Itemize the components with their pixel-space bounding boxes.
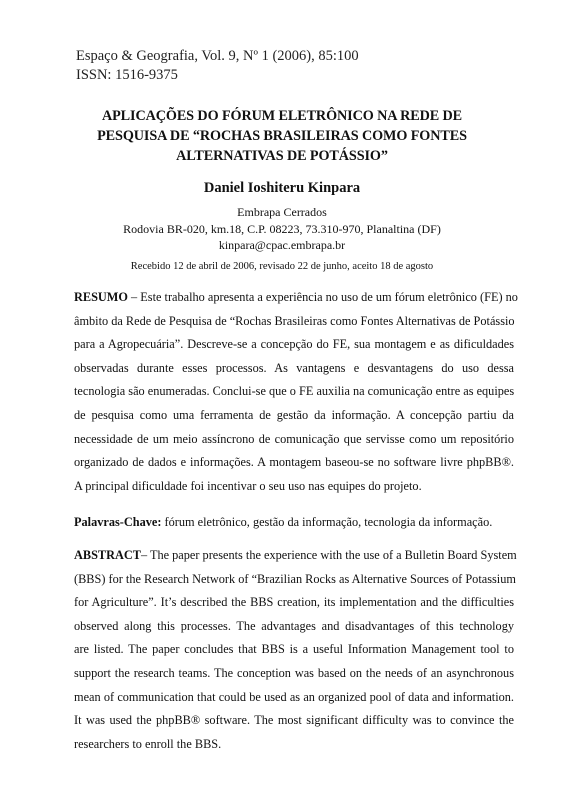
abstract-line: observed along this processes. The advantages and disadvantages of this technology: [74, 618, 514, 633]
abstract-line: support the research teams. The conception was based on the needs of an asynchronous: [74, 665, 514, 680]
abstract-line: It was used the phpBB® software. The most significant difficulty was to convince the: [74, 713, 514, 728]
resumo-line: organizado de dados e informações. A montagem baseou-se no software livre phpBB®.: [74, 455, 514, 470]
resumo-line: tecnologia são enumeradas. Conclui-se que o FE auxilia na comunicação entre as equipes: [74, 384, 515, 399]
journal-header: [76, 47, 516, 85]
affiliation-institution: Embrapa Cerrados: [237, 205, 327, 219]
keywords-text: fórum eletrônico, gestão da informação, tecnologia da informação.: [161, 515, 493, 529]
resumo-text: – Este trabalho apresenta a experiência no uso de um fórum eletrônico (FE) no: [127, 290, 518, 304]
resumo-line: âmbito da Rede de Pesquisa de “Rochas Brasileiras como Fontes Alternativas de Potássio: [74, 313, 515, 328]
journal-citation: Espaço & Geografia, Vol. 9, Nº 1 (2006), 85:100: [76, 48, 359, 64]
title-line: APLICAÇÕES DO FÓRUM ELETRÔNICO NA REDE DE: [101, 108, 463, 124]
abstract-line: [74, 544, 517, 568]
abstract-line: for Agriculture”. It’s described the BBS creation, its implementation and the difficulties: [74, 595, 514, 610]
resumo-line: para a Agropecuária”. Descreve-se a concepção do FE, sua montagem e as dificuldades: [74, 337, 514, 352]
resumo-line: observadas durante esses processos. As vantagens e desvantagens do uso dessa: [74, 360, 514, 375]
affiliation-email: kinpara@cpac.embrapa.br: [218, 238, 346, 252]
keywords-line: [74, 515, 492, 529]
affiliation-address: Rodovia BR-020, km.18, C.P. 08223, 73.310-970, Planaltina (DF): [123, 221, 441, 236]
resumo-paragraph: [74, 286, 518, 498]
resumo-label: RESUMO: [74, 290, 128, 304]
abstract-paragraph: [74, 544, 517, 756]
paper-title: [70, 106, 494, 166]
abstract-line: are listed. The paper concludes that BBS is a useful Information Management tool to: [74, 642, 514, 657]
keywords: [74, 511, 514, 535]
title-line: PESQUISA DE “ROCHAS BRASILEIRAS COMO FONTES: [97, 128, 467, 144]
keywords-label: Palavras-Chave:: [74, 515, 162, 529]
resumo-line: necessidade de um meio assíncrono de comunicação que servisse como um repositório: [74, 431, 514, 446]
abstract-text: – The paper presents the experience with the use of a Bulletin Board System: [140, 548, 517, 562]
abstract-line: researchers to enroll the BBS.: [74, 736, 222, 751]
author-affiliation: [70, 204, 494, 254]
received-dates: Recebido 12 de abril de 2006, revisado 22 de junho, aceito 18 de agosto: [130, 261, 434, 272]
resumo-line: de pesquisa como uma ferramenta de gestão da informação. A concepção partiu da: [74, 407, 514, 422]
title-line: ALTERNATIVAS DE POTÁSSIO”: [176, 148, 388, 164]
resumo-line: A principal dificuldade foi incentivar o seu uso nas equipes do projeto.: [74, 478, 422, 493]
abstract-label: ABSTRACT: [74, 548, 141, 562]
author-name: Daniel Ioshiteru Kinpara: [203, 180, 361, 196]
resumo-line: [74, 286, 518, 310]
abstract-line: (BBS) for the Research Network of “Brazilian Rocks as Alternative Sources of Potassium: [74, 571, 516, 586]
abstract-line: mean of communication that could be used as an organized pool of data and information.: [74, 689, 514, 704]
journal-issn: ISSN: 1516-9375: [76, 67, 178, 83]
